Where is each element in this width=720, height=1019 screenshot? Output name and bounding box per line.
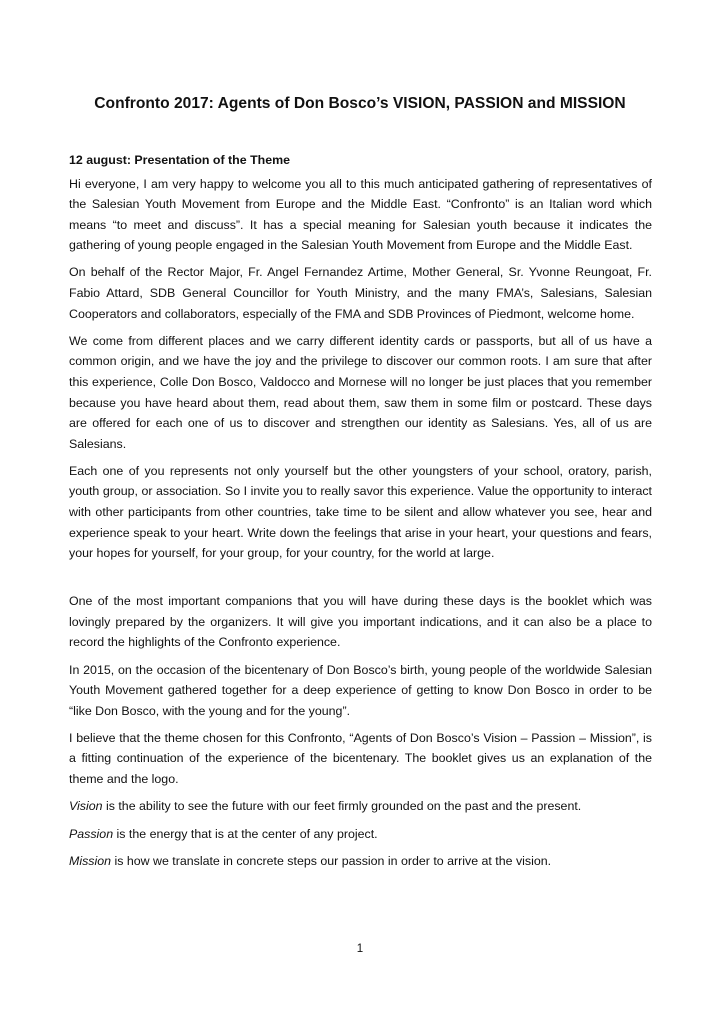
definition-text: is the energy that is at the center of any project. — [113, 826, 378, 841]
definition-term: Mission — [69, 854, 111, 869]
document-title: Confronto 2017: Agents of Don Bosco’s VISION, PASSION and MISSION — [94, 95, 626, 112]
definition-term: Vision — [69, 799, 103, 814]
paragraph-represents: Each one of you represents not only yourself but the other youngsters of your school, oratory, parish, youth group, or association. So I invite you to really savor this experience. Value the opportunity to interact with other participants from other countries, take time to be silent and allow whatever you see, hear and experience speak to your heart. Write down the feelings that arise in your heart, your questions and fears, your hopes for yourself, for your group, for your country, for the world at large. — [69, 463, 652, 561]
paragraph-booklet: One of the most important companions that you will have during these days is the booklet which was lovingly prepared by the organizers. It will give you important indications, and it can also be a place to record the highlights of the Confronto experience. — [69, 594, 652, 650]
definition-passion — [69, 824, 652, 845]
paragraph-spacer — [69, 570, 652, 591]
definition-vision — [69, 796, 652, 817]
definition-mission — [69, 851, 652, 872]
paragraph-bicentenary: In 2015, on the occasion of the bicentenary of Don Bosco’s birth, young people of the worldwide Salesian Youth Movement gathered together for a deep experience of getting to know Don Bosco in order to be “like Don Bosco, with the young and for the young”. — [69, 662, 652, 718]
document-body — [69, 150, 652, 879]
paragraph-common-origin: We come from different places and we carry different identity cards or passports, but all of us have a common origin, and we have the joy and the privilege to discover our common roots. I am sure that after this experience, Colle Don Bosco, Valdocco and Mornese will no longer be just places that you remember because you have heard about them, read about them, saw them in some film or postcard. These days are offered for each one of us to discover and strengthen our identity as Salesians. Yes, all of us are Salesians. — [69, 333, 652, 451]
definition-text: is how we translate in concrete steps our passion in order to arrive at the vision. — [111, 854, 552, 869]
paragraph-welcome: Hi everyone, I am very happy to welcome you all to this much anticipated gathering of representatives of the Salesian Youth Movement from Europe and the Middle East. “Confronto” is an Italian word which means “to meet and discuss”. It has a special meaning for Salesian youth because it indicates the gathering of young people engaged in the Salesian Youth Movement from Europe and the Middle East. — [69, 176, 652, 253]
definition-text: is the ability to see the future with our feet firmly grounded on the past and the present. — [102, 799, 582, 814]
section-heading: 12 august: Presentation of the Theme — [69, 153, 291, 167]
definition-term: Passion — [69, 826, 114, 841]
page-number: 1 — [356, 943, 364, 955]
paragraph-on-behalf: On behalf of the Rector Major, Fr. Angel Fernandez Artime, Mother General, Sr. Yvonne Reungoat, Fr. Fabio Attard, SDB General Councillor for Youth Ministry, and the many FMA’s, Salesians, Salesian Cooperators and collaborators, especially of the FMA and SDB Provinces of Piedmont, welcome home. — [69, 265, 652, 321]
paragraph-theme: I believe that the theme chosen for this Confronto, “Agents of Don Bosco’s Vision – Passion – Mission”, is a fitting continuation of the experience of the bicentenary. The booklet gives us an explanation of the theme and the logo. — [69, 730, 652, 787]
